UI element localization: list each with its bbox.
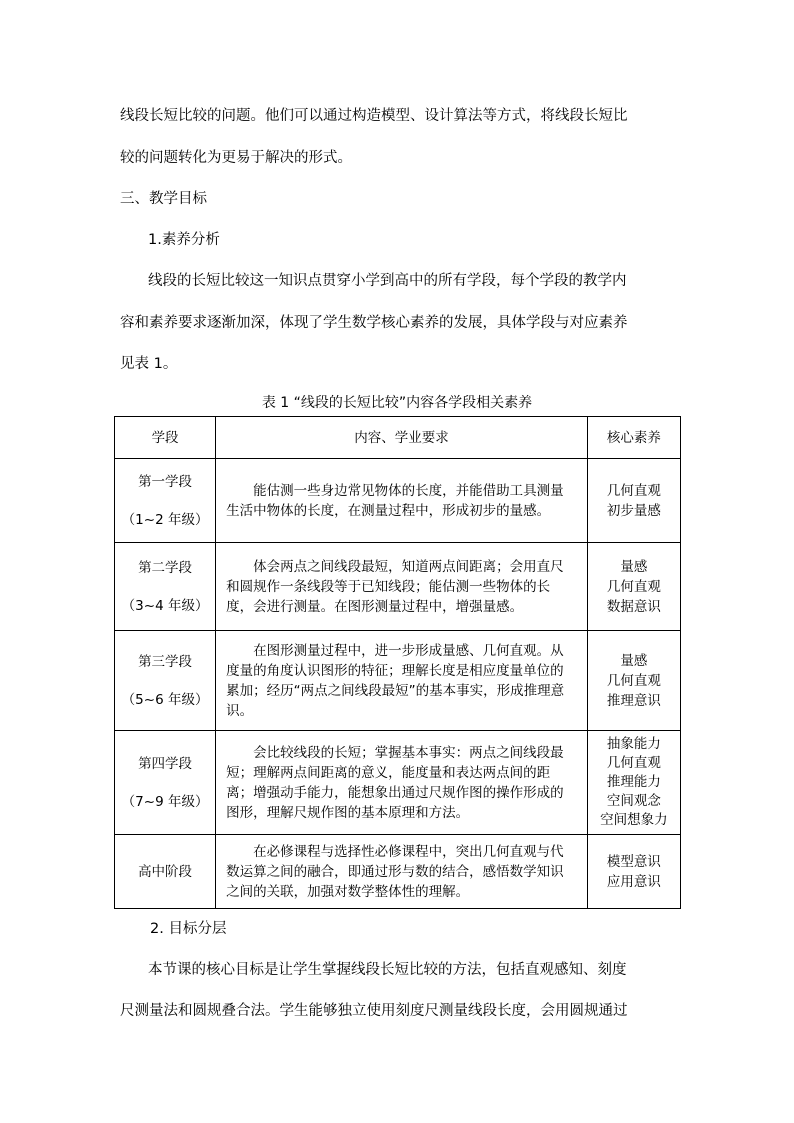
stage-name: 第四学段 — [138, 755, 193, 772]
content-cell: 能估测一些身边常见物体的长度，并能借助工具测量生活中物体的长度，在测量过程中，形成初步的量感。 — [216, 459, 588, 543]
stage-cell — [115, 459, 216, 543]
stage-range: （1~2 年级） — [121, 511, 209, 528]
table-row — [115, 459, 681, 543]
competency-item: 几何直观 — [606, 672, 661, 689]
header-content: 内容、学业要求 — [216, 417, 588, 459]
table-row — [115, 543, 681, 631]
stage-range: （5~6 年级） — [121, 691, 209, 708]
competency-item: 应用意识 — [606, 873, 661, 890]
competency-item: 几何直观 — [606, 482, 661, 499]
stage-name: 第二学段 — [138, 559, 193, 576]
competency-cell — [587, 731, 680, 835]
competency-item: 推理意识 — [606, 692, 661, 709]
stage-cell — [115, 731, 216, 835]
table-row — [115, 835, 681, 909]
content-cell: 在必修课程与选择性必修课程中，突出几何直观与代数运算之间的融合，即通过形与数的结合，感悟数学知识之间的关联，加强对数学整体性的理解。 — [216, 835, 588, 909]
paragraph-line: 容和素养要求逐渐加深，体现了学生数学核心素养的发展，具体学段与对应素养 — [120, 315, 628, 331]
content-cell: 在图形测量过程中，进一步形成量感、几何直观。从度量的角度认识图形的特征；理解长度是相应度量单位的累加；经历“两点之间线段最短”的基本事实，形成推理意识。 — [216, 631, 588, 731]
content-cell: 会比较线段的长短；掌握基本事实：两点之间线段最短；理解两点间距离的意义，能度量和表达两点间的距离；增强动手能力，能想象出通过尺规作图的操作形成的图形，理解尺规作图的基本原理和方法。 — [216, 731, 588, 835]
competency-item: 数据意识 — [606, 598, 661, 615]
table-row — [115, 731, 681, 835]
table-header-row — [115, 417, 681, 459]
competency-item: 量感 — [620, 652, 648, 669]
header-stage: 学段 — [115, 417, 216, 459]
stage-cell — [115, 835, 216, 909]
stage-cell — [115, 631, 216, 731]
stage-name: 第一学段 — [138, 473, 193, 490]
paragraph-line: 本节课的核心目标是让学生掌握线段长短比较的方法，包括直观感知、刻度 — [148, 962, 627, 978]
competency-cell — [587, 543, 680, 631]
competency-item: 抽象能力 — [606, 736, 661, 752]
subsection-heading: 1.素养分析 — [148, 232, 220, 248]
subsection-heading: 2. 目标分层 — [150, 921, 227, 937]
header-competency: 核心素养 — [587, 417, 680, 459]
competency-item: 初步量感 — [606, 502, 661, 519]
competency-item: 推理能力 — [606, 774, 661, 790]
competency-item: 模型意识 — [606, 853, 661, 870]
competency-cell — [587, 835, 680, 909]
paragraph-line: 尺测量法和圆规叠合法。学生能够独立使用刻度尺测量线段长度，会用圆规通过 — [120, 1003, 628, 1019]
content-cell: 体会两点之间线段最短，知道两点间距离；会用直尺和圆规作一条线段等于已知线段；能估测一些物体的长度，会进行测量。在图形测量过程中，增强量感。 — [216, 543, 588, 631]
competency-item: 几何直观 — [606, 755, 661, 771]
stage-range: （7~9 年级） — [121, 793, 209, 810]
competency-item: 量感 — [620, 558, 648, 575]
competency-cell — [587, 631, 680, 731]
paragraph-line: 线段的长短比较这一知识点贯穿小学到高中的所有学段，每个学段的教学内 — [148, 273, 627, 289]
paragraph-line: 较的问题转化为更易于解决的形式。 — [120, 150, 352, 166]
competency-table — [114, 416, 681, 909]
table-caption: 表 1 “线段的长短比较”内容各学段相关素养 — [261, 395, 533, 411]
competency-cell — [587, 459, 680, 543]
paragraph-line: 见表 1。 — [120, 356, 178, 372]
competency-item: 空间观念 — [606, 793, 661, 809]
paragraph-line: 线段长短比较的问题。他们可以通过构造模型、设计算法等方式，将线段长短比 — [120, 108, 628, 124]
competency-item: 几何直观 — [606, 578, 661, 595]
stage-cell — [115, 543, 216, 631]
section-heading: 三、教学目标 — [120, 191, 207, 207]
stage-name: 高中阶段 — [138, 863, 193, 880]
table-row — [115, 631, 681, 731]
stage-name: 第三学段 — [138, 653, 193, 670]
competency-item: 空间想象力 — [600, 812, 668, 828]
stage-range: （3~4 年级） — [121, 597, 209, 614]
